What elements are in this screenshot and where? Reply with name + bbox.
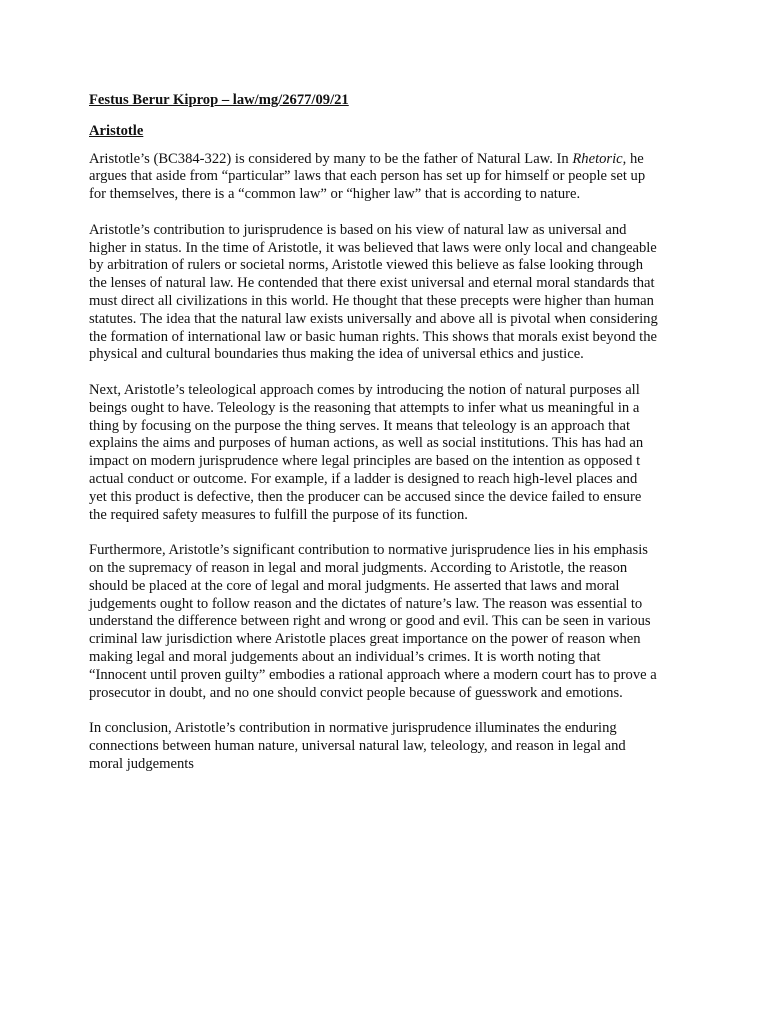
paragraph-4-line: Furthermore, Aristotle’s significant contribution to normative jurisprudence lies in his emphasis: [89, 542, 648, 559]
paragraph-3-line: beings ought to have. Teleology is the reasoning that attempts to infer what us meaningful in a: [89, 399, 640, 416]
paragraph-4-line: should be placed at the core of legal and moral judgments. He asserted that laws and moral: [89, 577, 620, 594]
paragraph-3-line: impact on modern jurisprudence where legal principles are based on the intention as opposed t: [89, 453, 641, 470]
paragraph-2-line: by arbitration of rulers or societal norms, Aristotle viewed this believe as false looking through: [89, 257, 644, 274]
paragraph-3-line: Next, Aristotle’s teleological approach comes by introducing the notion of natural purposes all: [89, 381, 640, 398]
section-title: Aristotle: [89, 122, 144, 139]
paragraph-2-line: physical and cultural boundaries thus making the idea of universal ethics and justice.: [89, 346, 584, 363]
paragraph-2-line: statutes. The idea that the natural law exists universally and above all is pivotal when considering: [89, 310, 658, 327]
paragraph-1-line-1: [89, 151, 689, 169]
paragraph-1-line-1-start: Aristotle’s (BC384-322) is considered by many to be the father of Natural Law. In: [89, 150, 573, 167]
document-page: [89, 92, 689, 791]
paragraph-5-line: moral judgements: [89, 755, 194, 772]
paragraph-4-line: judgements ought to follow reason and the dictates of nature’s law. The reason was essential to: [89, 595, 643, 612]
paragraph-3: [89, 382, 689, 524]
paragraph-1: [89, 151, 689, 204]
paragraph-3-line: thing by focusing on the purpose the thing serves. It means that teleology is an approach that: [89, 417, 631, 434]
rhetoric-title: Rhetoric: [572, 150, 623, 167]
paragraph-4-line: criminal law jurisdiction where Aristotle places great importance on the power of reason when: [89, 631, 641, 648]
paragraph-4-line: “Innocent until proven guilty” embodies a rational approach where a modern court has to prove a: [89, 666, 657, 683]
paragraph-4-line: on the supremacy of reason in legal and moral judgments. According to Aristotle, the reason: [89, 559, 628, 576]
paragraph-3-line: actual conduct or outcome. For example, if a ladder is designed to reach high-level places and: [89, 470, 638, 487]
paragraph-2-line: the lenses of natural law. He contended that there exist universal and eternal moral standards that: [89, 275, 655, 292]
paragraph-2-line: higher in status. In the time of Aristotle, it was believed that laws were only local and changeable: [89, 239, 657, 256]
paragraph-5-line: In conclusion, Aristotle’s contribution in normative jurisprudence illuminates the enduring: [89, 720, 617, 737]
paragraph-4-line: understand the difference between right and wrong or good and evil. This can be seen in various: [89, 613, 651, 630]
paragraph-5: [89, 720, 689, 773]
paragraph-3-line: the required safety measures to fulfill the purpose of its function.: [89, 506, 468, 523]
paragraph-1-line-3: for themselves, there is a “common law” or “higher law” that is according to nature.: [89, 186, 581, 203]
paragraph-5-line: connections between human nature, universal natural law, teleology, and reason in legal and: [89, 737, 626, 754]
paragraph-2: [89, 222, 689, 364]
paragraph-2-line: must direct all civilizations in this world. He thought that these precepts were higher than human: [89, 292, 654, 309]
paragraph-3-line: explains the aims and purposes of human actions, as well as social institutions. This has had an: [89, 435, 644, 452]
author-line: Festus Berur Kiprop – law/mg/2677/09/21: [89, 92, 349, 108]
paragraph-1-line-1-end: , he: [622, 150, 644, 167]
paragraph-4-line: making legal and moral judgements about an individual’s crimes. It is worth noting that: [89, 648, 601, 665]
paragraph-1-line-2: argues that aside from “particular” laws that each person has set up for himself or people set up: [89, 168, 646, 185]
paragraph-4: [89, 542, 689, 702]
paragraph-3-line: yet this product is defective, then the producer can be accused since the device failed to ensure: [89, 488, 642, 505]
paragraph-2-line: the formation of international law or basic human rights. This shows that morals exist beyond the: [89, 328, 657, 345]
paragraph-2-line: Aristotle’s contribution to jurisprudence is based on his view of natural law as universal and: [89, 221, 627, 238]
paragraph-4-line: prosecutor in doubt, and no one should convict people because of guesswork and emotions.: [89, 684, 623, 701]
